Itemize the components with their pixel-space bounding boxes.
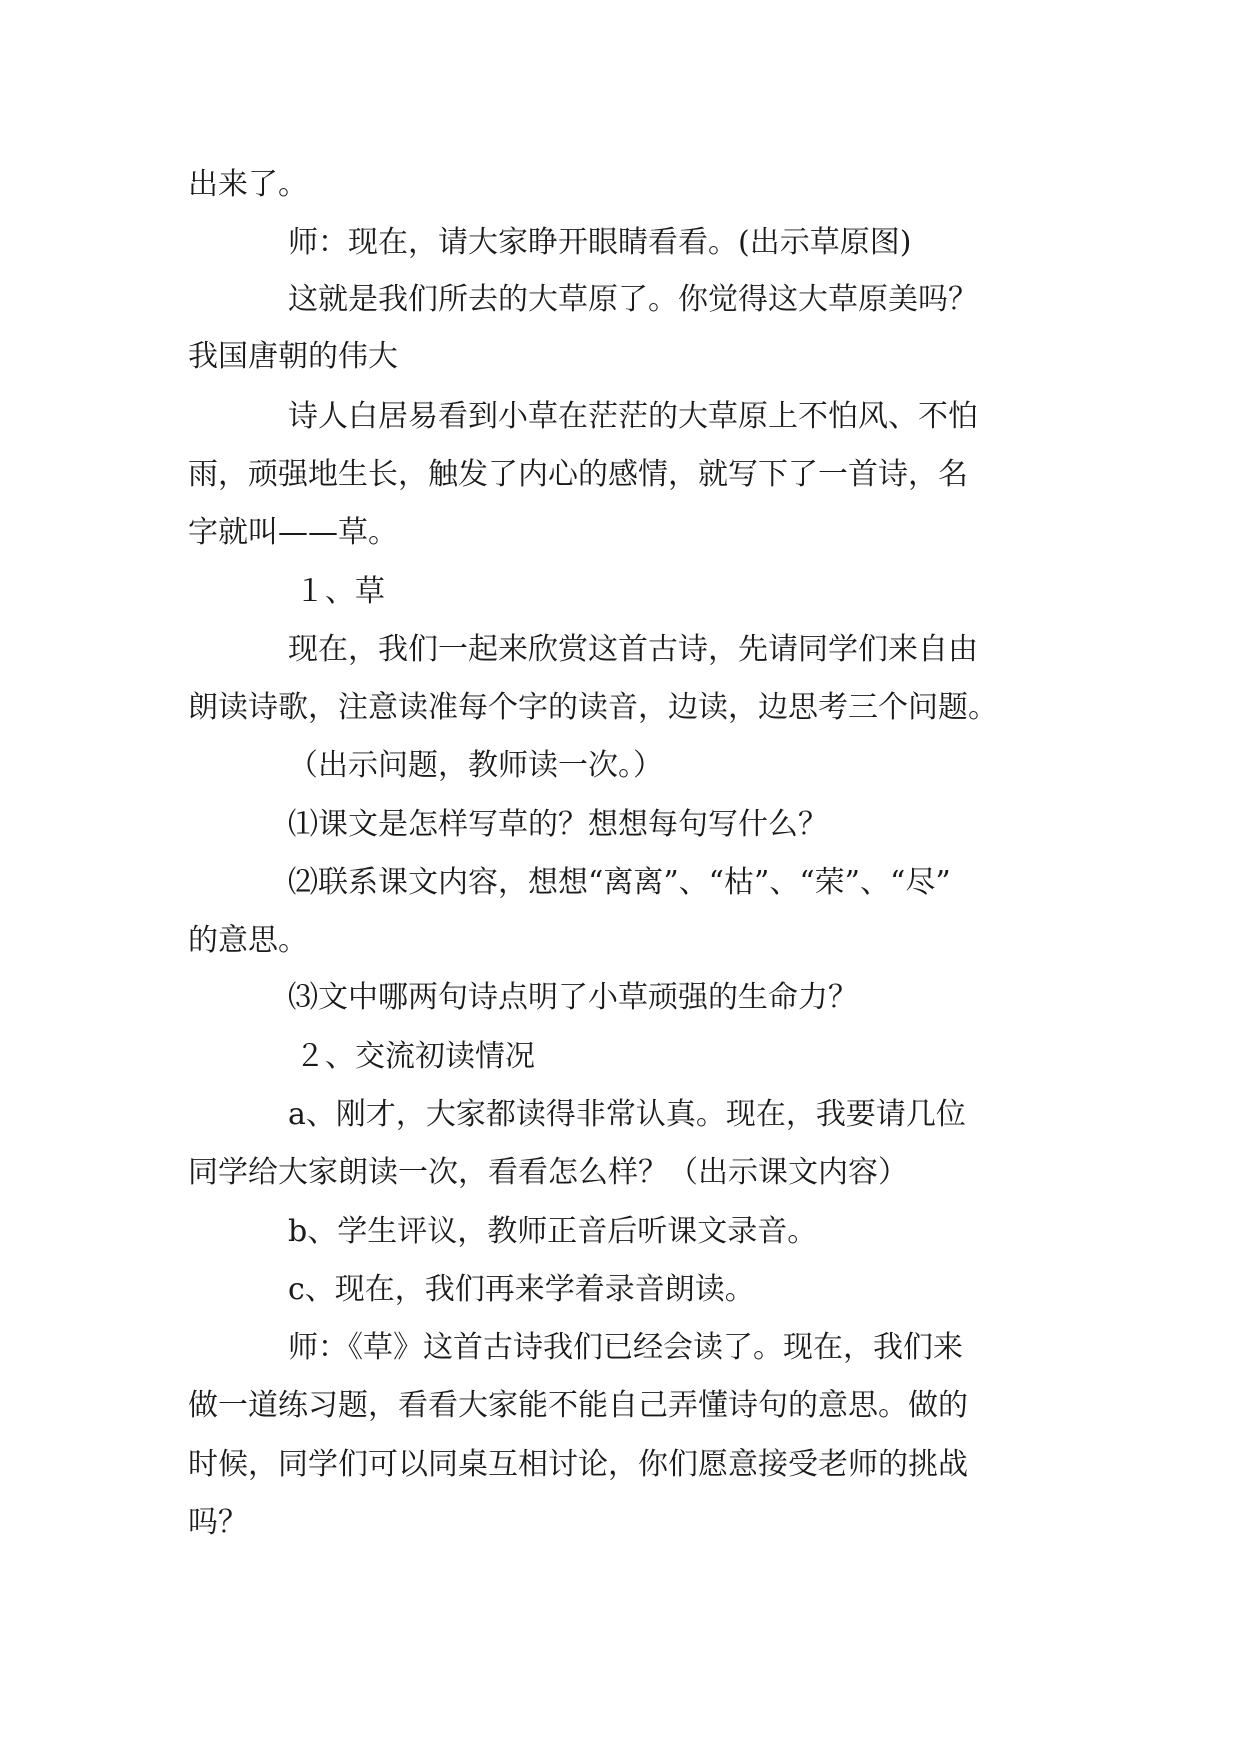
- text-line: 的意思。: [188, 923, 308, 958]
- text-line: 朗读诗歌，注意读准每个字的读音，边读，边思考三个问题。: [188, 690, 998, 725]
- text-line: 诗人白居易看到小草在茫茫的大草原上不怕风、不怕: [288, 399, 978, 434]
- text-line: 我国唐朝的伟大: [188, 339, 398, 374]
- text-line: 时候，同学们可以同桌互相讨论，你们愿意接受老师的挑战: [188, 1447, 968, 1482]
- section-heading: ２、交流初读情况: [295, 1039, 535, 1074]
- section-heading: １、草: [295, 574, 385, 609]
- text-line: 出来了。: [188, 167, 308, 202]
- text-line: 雨，顽强地生长，触发了内心的感情，就写下了一首诗，名: [188, 457, 968, 492]
- text-line: b、学生评议，教师正音后听课文录音。: [288, 1214, 818, 1249]
- question-item: ⑵联系课文内容，想想“离离”、“枯”、“荣”、“尽”: [288, 865, 951, 900]
- text-line: 吗？: [188, 1505, 248, 1540]
- text-line: c、现在，我们再来学着录音朗读。: [288, 1272, 755, 1307]
- text-line: 做一道练习题，看看大家能不能自己弄懂诗句的意思。做的: [188, 1388, 968, 1423]
- question-item: ⑶文中哪两句诗点明了小草顽强的生命力？: [288, 980, 858, 1015]
- text-line: 这就是我们所去的大草原了。你觉得这大草原美吗？: [288, 282, 978, 317]
- text-line: 师：现在，请大家睁开眼睛看看。(出示草原图): [288, 225, 912, 260]
- text-line: 现在，我们一起来欣赏这首古诗，先请同学们来自由: [288, 632, 978, 667]
- question-item: ⑴课文是怎样写草的？想想每句写什么？: [288, 807, 828, 842]
- text-line: （出示问题，教师读一次。）: [288, 748, 663, 783]
- text-line: 同学给大家朗读一次，看看怎么样？（出示课文内容）: [188, 1155, 908, 1190]
- text-line: a、刚才，大家都读得非常认真。现在，我要请几位: [288, 1097, 966, 1132]
- text-line: 师：《草》这首古诗我们已经会读了。现在，我们来: [288, 1330, 963, 1365]
- text-line: 字就叫——草。: [188, 515, 398, 550]
